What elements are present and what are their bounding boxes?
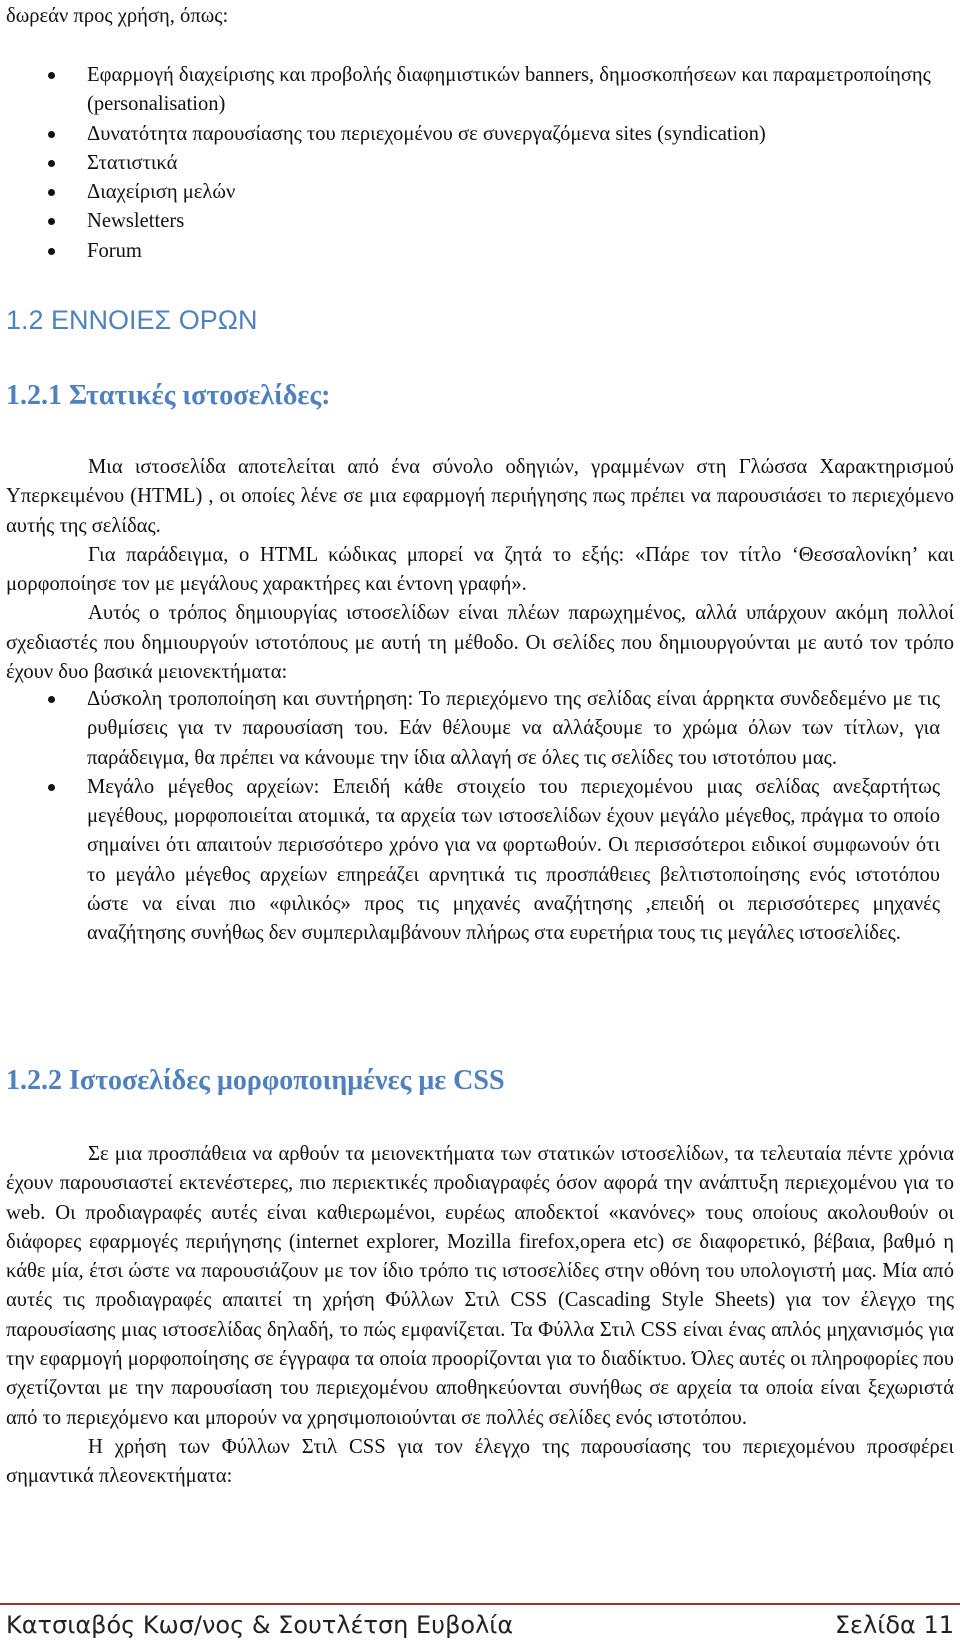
bullet-icon [48,248,55,255]
bullet-icon [48,696,55,703]
list-item: Μεγάλο μέγεθος αρχείων: Επειδή κάθε στοιχείο του περιεχομένου μιας σελίδας ανεξαρτήτως μεγέθους, μορφοποιείται ατομικά, τα αρχεία των ιστοσελίδων έχουν μεγάλο μέγεθος, πράγμα το οποίο σημαίνει ότι απαιτούν περισσότερο χρόνο για να φορτωθούν. Οι περισσότεροι ειδικοί συμφωνούν ότι το μεγάλο μέγεθος αρχείων επηρεάζει αρνητικά τις προσπάθειες βελτιστοποίησης ενός ιστοτόπου ώστε να είναι πιο «φιλικός» προς τις μηχανές αναζήτησης ,επειδή οι περισσότερες μηχανές αναζήτησης συνήθως δεν συμπεριλαμβάνουν πλήρως στα ευρετήρια τους τις μεγάλες ιστοσελίδες. [0,773,940,949]
list-item: Newsletters [0,207,940,236]
static-pages-text [6,453,954,687]
section-heading-1-2: 1.2 ΕΝΝΟΙΕΣ ΟΡΩΝ [6,305,258,335]
bullet-icon [48,218,55,225]
footer-divider [0,1603,960,1605]
section-heading-1-2-1: 1.2.1 Στατικές ιστοσελίδες: [6,380,331,411]
list-item: Εφαρμογή διαχείρισης και προβολής διαφημιστικών banners, δημοσκοπήσεων και παραμετροποίησης (personalisation) [0,61,940,120]
disadvantages-list [0,685,940,949]
bullet-icon [48,189,55,196]
paragraph: Η χρήση των Φύλλων Στιλ CSS για τον έλεγχο της παρουσίασης του περιεχομένου προσφέρει σημαντικά πλεονεκτήματα: [6,1435,954,1488]
paragraph: Για παράδειγμα, ο HTML κώδικας μπορεί να ζητά το εξής: «Πάρε τον τίτλο ‘Θεσσαλονίκη’ και μορφοποίησε τον με μεγάλους χαρακτήρες και έντονη γραφή». [6,543,954,596]
paragraph: Μια ιστοσελίδα αποτελείται από ένα σύνολο οδηγιών, γραμμένων στη Γλώσσα Χαρακτηρισμού Υπερκειμένου (HTML) , οι οποίες λένε σε μια εφαρμογή περιήγησης πως πρέπει να παρουσιάσει το περιεχόμενο αυτής της σελίδας. [6,456,954,537]
list-item: Forum [0,237,940,266]
features-list [0,61,940,266]
paragraph: Σε μια προσπάθεια να αρθούν τα μειονεκτήματα των στατικών ιστοσελίδων, τα τελευταία πέντε χρόνια έχουν παρουσιαστεί εκτενέστερες, πιο περιεκτικές προδιαγραφές όσον αφορά την ανάπτυξη περιεχομένου για το web. Οι προδιαγραφές αυτές είναι καθιερωμένοι, ευρέως αποδεκτοί «κανόνες» τους οποίους ακολουθούν οι διάφορες εφαρμογές περιήγησης (internet explorer, Mozilla firefox,opera etc) σε διαφορετικό, βέβαια, βαθμό η κάθε μία, έτσι ώστε να παρουσιάζουν με τον ίδιο τρόπο τις ιστοσελίδες στην οθόνη του υπολογιστή μας. Μία από αυτές τις προδιαγραφές απαιτεί τη χρήση Φύλλων Στιλ CSS (Cascading Style Sheets) για τον έλεγχο της παρουσίασης μιας ιστοσελίδας δηλαδή, το πώς εμφανίζεται. Τα Φύλλα Στιλ CSS είναι ένας απλός μηχανισμός για την εφαρμογή μορφοποίησης σε έγγραφα τα οποία προορίζονται για το διαδίκτυο. Όλες αυτές οι πληροφορίες που σχετίζονται με την παρουσίαση του περιεχομένου αποθηκεύονται συνήθως σε αρχεία τα οποία είναι ξεχωριστά από το περιεχόμενο και μπορούν να χρησιμοποιούνται σε πολλές σελίδες ενός ιστοτόπου. [6,1143,954,1429]
intro-line: δωρεάν προς χρήση, όπως: [6,5,229,27]
list-item: Στατιστικά [0,149,940,178]
bullet-icon [48,784,55,791]
bullet-icon [48,131,55,138]
bullet-icon [48,160,55,167]
paragraph: Αυτός ο τρόπος δημιουργίας ιστοσελίδων είναι πλέων παρωχημένος, αλλά υπάρχουν ακόμη πολλοί σχεδιαστές που δημιουργούν ιστοτόπους με αυτή τη μέθοδο. Οι σελίδες που δημιουργούνται με αυτό τον τρόπο έχουν δυο βασικά μειονεκτήματα: [6,602,954,684]
list-item: Δυνατότητα παρουσίασης του περιεχομένου σε συνεργαζόμενα sites (syndication) [0,120,940,149]
bullet-icon [48,72,55,79]
list-item: Δύσκολη τροποποίηση και συντήρηση: Το περιεχόμενο της σελίδας είναι άρρηκτα συνδεδεμένο με τις ρυθμίσεις για τν παρουσίαση του. Εάν θέλουμε να αλλάξουμε το χρώμα όλων των τίτλων, για παράδειγμα, θα πρέπει να κάνουμε την ίδια αλλαγή σε όλες τις σελίδες του ιστοτόπου μας. [0,685,940,773]
list-item: Διαχείριση μελών [0,178,940,207]
section-heading-1-2-2: 1.2.2 Ιστοσελίδες μορφοποιημένες με CSS [6,1065,505,1096]
css-pages-text [6,1140,954,1492]
footer-authors: Κατσιαβός Κωσ/νος & Σουτλέτση Ευβολία [6,1611,514,1639]
page-number: Σελίδα 11 [834,1611,954,1639]
